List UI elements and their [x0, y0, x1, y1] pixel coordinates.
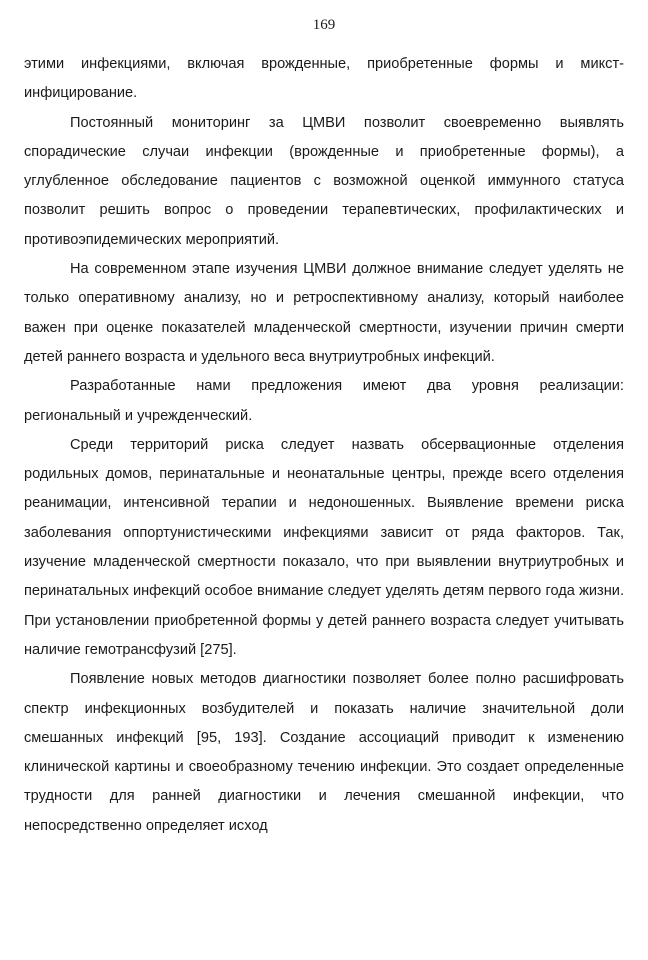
page-number: 169	[312, 17, 336, 33]
paragraph-monitoring: Постоянный мониторинг за ЦМВИ позволит своевременно выявлять спорадические случаи инфекции (врожденные и приобретенные формы), а углубленное обследование пациентов с возможной оценкой иммунного статуса позволит решить вопрос о проведении терапевтических, профилактических и противоэпидемических мероприятий.	[24, 114, 624, 248]
paragraph-continuation: этими инфекциями, включая врожденные, приобретенные формы и микст-инфицирование.	[24, 56, 624, 102]
body-text	[24, 50, 624, 841]
paragraph-diagnostics: Появление новых методов диагностики позволяет более полно расшифровать спектр инфекционных возбудителей и показать наличие значительной доли смешанных инфекций [95, 193]. Создание ассоциаций приводит к изменению клинической картины и своеобразному течению инфекции. Это создает определенные трудности для ранней диагностики и лечения смешанной инфекции, что непосредственно определяет исход	[24, 671, 624, 834]
paragraph-risk-territories: Среди территорий риска следует назвать обсервационные отделения родильных домов, перинатальные и неонатальные центры, прежде всего отделения реанимации, интенсивной терапии и недоношенных. Выявление времени риска заболевания оппортунистическими инфекциями зависит от ряда факторов. Так, изучение младенческой смертности показало, что при выявлении внутриутробных и перинатальных инфекций особое внимание следует уделять детям первого года жизни. При установлении приобретенной формы у детей раннего возраста следует учитывать наличие гемотрансфузий [275].	[24, 436, 624, 658]
paragraph-analysis: На современном этапе изучения ЦМВИ должное внимание следует уделять не только оперативному анализу, но и ретроспективному анализу, который наиболее важен при оценке показателей младенческой смертности, изучении причин смерти детей раннего возраста и удельного веса внутриутробных инфекций.	[24, 261, 624, 365]
paragraph-proposals: Разработанные нами предложения имеют два уровня реализации: региональный и учрежденческий.	[24, 378, 624, 424]
